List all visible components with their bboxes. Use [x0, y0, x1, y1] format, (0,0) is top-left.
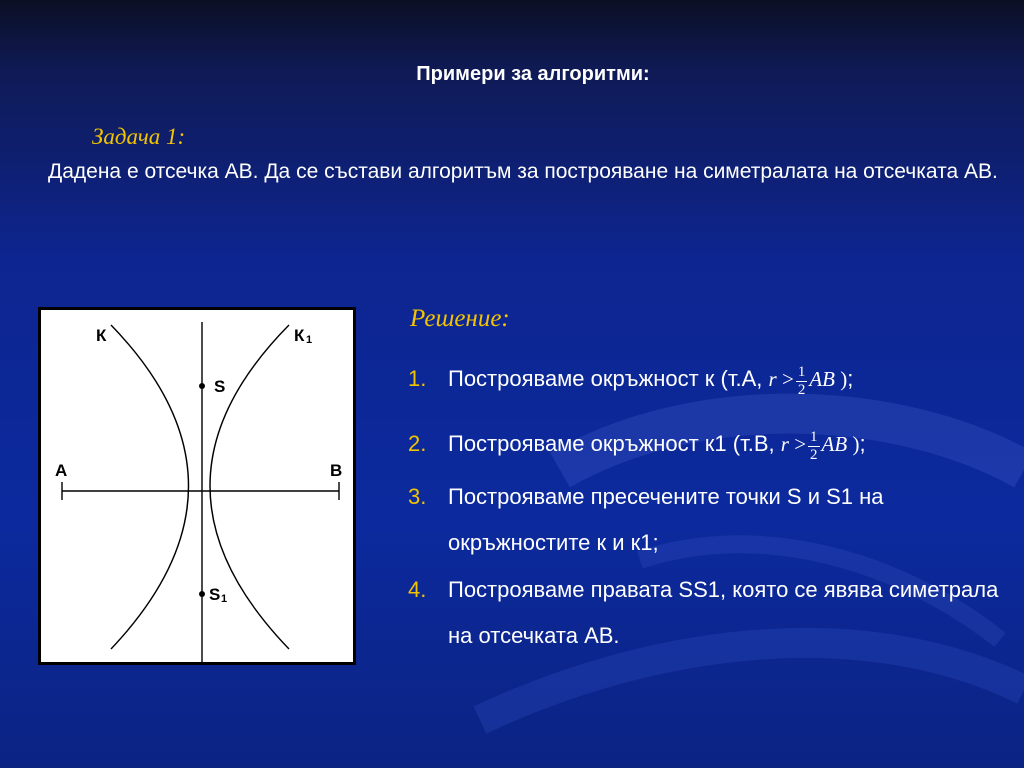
step-text-main: Построяваме окръжност к (т.А, [448, 366, 763, 391]
label-s: S [214, 377, 226, 396]
task-text: Дадена е отсечка АВ. Да се състави алгоритъм за построяване на симетралата на отсечката АВ. [48, 160, 998, 183]
math-r: r [780, 432, 789, 456]
math-close-paren: ) [840, 367, 848, 391]
solution-label: Решение: [410, 305, 510, 332]
step-end: ; [847, 366, 854, 391]
fraction-denominator: 2 [810, 446, 818, 463]
math-r: r [768, 367, 777, 391]
point-s1 [199, 591, 205, 597]
radius-condition [780, 428, 860, 463]
fraction-half [808, 429, 820, 464]
circle-arc-k [111, 325, 189, 649]
step-end: ; [859, 431, 866, 456]
math-gt: > [781, 367, 794, 391]
step-number: 1. [408, 366, 427, 391]
label-s1: S [209, 585, 221, 604]
step-number: 4. [408, 577, 427, 602]
label-k: К [96, 326, 107, 345]
label-k1: К [294, 326, 305, 345]
fraction-numerator: 1 [797, 363, 806, 380]
label-a: А [55, 461, 68, 480]
math-ab: AB [809, 367, 835, 391]
step-text [448, 421, 1008, 467]
step-text: Построяваме пресечените точки S и S1 на окръжностите к и к1; [448, 484, 884, 555]
label-k1-subscript: 1 [306, 334, 313, 346]
radius-condition [768, 363, 848, 398]
construction-diagram [38, 307, 356, 665]
step-text: Построяваме правата SS1, която се явява симетрала на отсечката АВ. [448, 577, 999, 648]
point-s [199, 383, 205, 389]
step-number: 3. [408, 484, 427, 509]
label-s1-subscript: 1 [221, 593, 228, 605]
math-close-paren: ) [852, 432, 860, 456]
step-text-main: Построяваме окръжност к1 (т.В, [448, 431, 775, 456]
label-b: В [330, 461, 343, 480]
step-number: 2. [408, 431, 427, 456]
step-text [448, 356, 1008, 402]
fraction-denominator: 2 [797, 381, 806, 398]
fraction-numerator: 1 [810, 428, 818, 445]
task-label: Задача 1: [92, 124, 186, 149]
fraction-half [796, 364, 808, 399]
math-gt: > [794, 432, 807, 456]
math-ab: AB [821, 432, 848, 456]
slide-title: Примери за алгоритми: [416, 63, 650, 85]
